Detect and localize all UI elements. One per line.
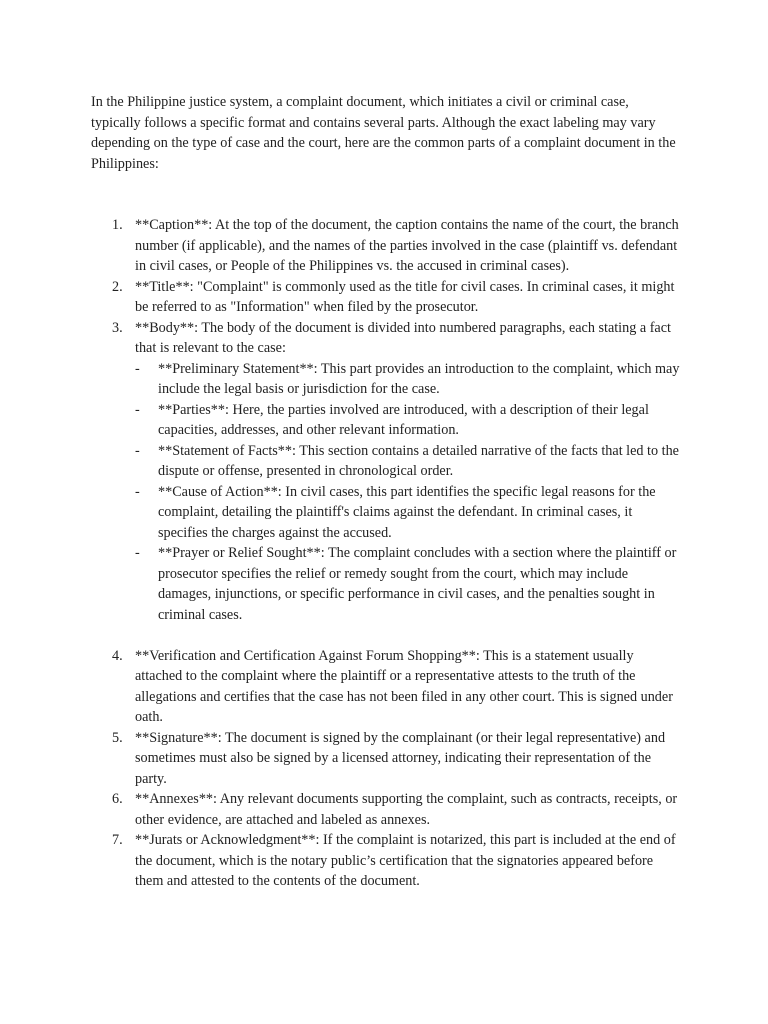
item-text: **Title**: "Complaint" is commonly used as the title for civil cases. In criminal cases, it might be referred to as "Information" when filed by the prosecutor. bbox=[135, 278, 675, 315]
intro-paragraph: In the Philippine justice system, a complaint document, which initiates a civil or criminal case, typically follows a specific format and contains several parts. Although the exact labeling may vary depending on the type of case and the court, here are the common parts of a complaint document in the Philippines: bbox=[91, 94, 676, 172]
sub-item-text: **Statement of Facts**: This section contains a detailed narrative of the facts that led to the dispute or offense, presented in chronological order. bbox=[158, 442, 679, 479]
sub-item-parties bbox=[135, 400, 681, 441]
item-number: 6. bbox=[112, 791, 123, 807]
list-item-annexes bbox=[0, 789, 681, 830]
item-number: 7. bbox=[112, 832, 123, 848]
sub-item-text: **Prayer or Relief Sought**: The complaint concludes with a section where the plaintiff or prosecutor specifies the relief or remedy sought from the court, which may include damages, injunctions, or specific performance in civil cases, and the penalties sought in criminal cases. bbox=[158, 545, 677, 623]
dash-bullet: - bbox=[135, 483, 140, 500]
item-number: 4. bbox=[112, 647, 123, 664]
sub-item-text: **Cause of Action**: In civil cases, this part identifies the specific legal reasons for the complaint, detailing the plaintiff's claims against the defendant. In criminal cases, it specifies the charges against the accused. bbox=[158, 483, 656, 541]
sub-item-statement-of-facts bbox=[135, 441, 681, 482]
sub-item-text: **Parties**: Here, the parties involved are introduced, with a description of their legal capacities, addresses, and other relevant information. bbox=[158, 401, 649, 438]
sub-item-cause-of-action bbox=[135, 482, 681, 544]
item-number: 2. bbox=[112, 278, 123, 295]
item-text: **Body**: The body of the document is divided into numbered paragraphs, each stating a fact that is relevant to the case: bbox=[135, 319, 671, 356]
list-item-verification bbox=[0, 646, 681, 728]
item-text: **Caption**: At the top of the document, the caption contains the name of the court, the branch number (if applicable), and the names of the parties involved in the case (plaintiff vs. defendant in civil cases, or People of the Philippines vs. the accused in criminal cases). bbox=[135, 217, 679, 274]
item-number: 1. bbox=[112, 217, 123, 233]
dash-bullet: - bbox=[135, 360, 140, 377]
sub-item-preliminary-statement bbox=[135, 359, 681, 400]
list-item-jurats bbox=[0, 830, 681, 892]
list-item-title bbox=[0, 277, 681, 318]
dash-bullet: - bbox=[135, 545, 140, 561]
item-number: 5. bbox=[112, 729, 123, 746]
parts-list bbox=[0, 215, 768, 892]
item-number: 3. bbox=[112, 319, 123, 336]
list-item-caption bbox=[0, 215, 681, 277]
sub-item-text: **Preliminary Statement**: This part provides an introduction to the complaint, which may include the legal basis or jurisdiction for the case. bbox=[158, 360, 680, 397]
item-text: **Verification and Certification Against Forum Shopping**: This is a statement usually attached to the complaint where the plaintiff or a representative attests to the truth of the allegations and certifies that the case has not been filed in any other court. This is signed under oath. bbox=[135, 647, 673, 725]
item-text: **Signature**: The document is signed by the complainant (or their legal representative) and sometimes must also be signed by a licensed attorney, indicating their representation of the party. bbox=[135, 729, 666, 787]
item-text: **Jurats or Acknowledgment**: If the complaint is notarized, this part is included at the end of the document, which is the notary public’s certification that the signatories appeared before them and attested to the contents of the document. bbox=[135, 832, 676, 889]
dash-bullet: - bbox=[135, 401, 140, 418]
list-item-body bbox=[0, 318, 681, 626]
dash-bullet: - bbox=[135, 442, 140, 459]
list-item-signature bbox=[0, 728, 681, 790]
sub-item-prayer-or-relief bbox=[135, 543, 681, 625]
spacer bbox=[0, 625, 768, 646]
item-text: **Annexes**: Any relevant documents supporting the complaint, such as contracts, receipts, or other evidence, are attached and labeled as annexes. bbox=[135, 791, 678, 828]
body-sub-list bbox=[135, 359, 681, 626]
